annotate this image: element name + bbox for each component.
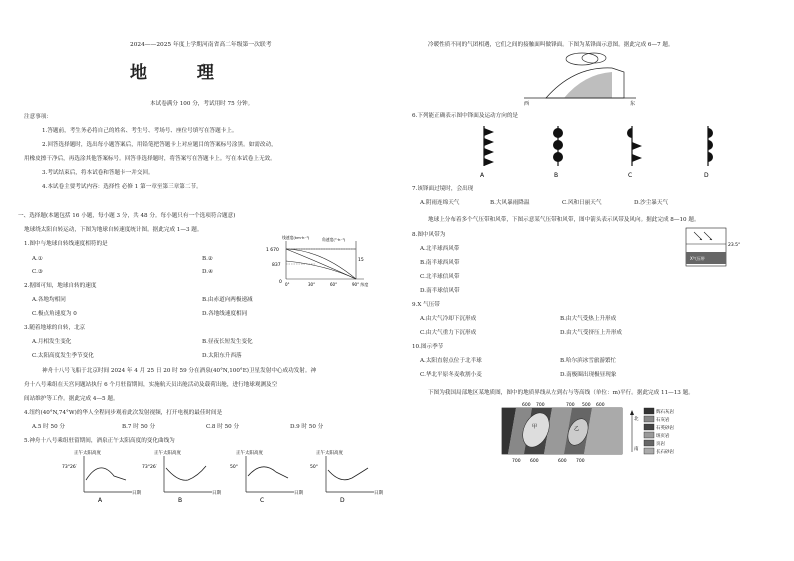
q1-option-a[interactable]: A.① [32, 256, 43, 262]
q4-stem: 4.纽约(40°N,74°W)的华人全程同步观看此次发射视频，打开电视的最佳时间是 [24, 410, 223, 416]
chart-y-low: 0 [279, 280, 282, 285]
q10-option-b[interactable]: B.哈尔滨冰雪旅游繁忙 [560, 358, 617, 364]
q1-option-c[interactable]: C.③ [32, 269, 43, 275]
exam-title: 2024——2025 年度上学期河南省高二年级第一次联考 [130, 42, 272, 48]
left-column [18, 0, 398, 561]
chart-x-tick: 90° 纬度 [352, 282, 369, 287]
q1-option-d[interactable]: D.④ [202, 269, 214, 275]
q8-stem: 8.图中风带为 [412, 232, 446, 238]
geo-bottom-tick: 700 [576, 459, 585, 464]
q8-option-c[interactable]: C.北半球信风带 [420, 274, 460, 280]
rotation-speed-chart [266, 237, 374, 289]
graph-label: B [178, 497, 183, 504]
q7-stem: 7.该锋面过境时，会出现 [412, 186, 474, 192]
graph-ylabel: 正午太阳高度 [316, 451, 343, 456]
q3-option-b[interactable]: B.昼夜长短发生变化 [202, 339, 253, 345]
graph-ylabel: 正午太阳高度 [154, 451, 181, 456]
chart-x-tick: 0° [285, 282, 290, 287]
q5-graph-b[interactable] [142, 450, 222, 504]
q4-option-c[interactable]: C.8 时 50 分 [206, 424, 240, 430]
geo-bottom-tick: 600 [530, 459, 539, 464]
q5-graph-a[interactable] [62, 450, 142, 504]
q6-symbols[interactable] [468, 122, 756, 180]
chart-right-val: 15 [358, 258, 364, 263]
notice-item: 用橡皮擦干净后，再选涂其他答案标号。回答非选择题时，将答案写在答题卡上。写在本试卷上无效。 [24, 156, 276, 162]
q9-option-b[interactable]: B.由大气受热上升形成 [560, 316, 617, 322]
geology-map [496, 400, 722, 466]
q2-option-a[interactable]: A.各地均相同 [32, 297, 66, 303]
compass-north: 北 [634, 417, 639, 422]
q9-option-a[interactable]: A.由大气冷却下沉形成 [420, 316, 477, 322]
geology-legend [644, 408, 674, 455]
chart-left-axis: 线速度(km·h⁻¹) [282, 235, 310, 240]
geo-intro: 下图为我国局部地区某地质图，图中的地质界线从左到右与等高线（单位：m)平行。据此完成 11—13 题。 [428, 390, 694, 396]
q5-stem: 5.神舟十八号乘组驻留期间，酒泉正午太阳高度的变化曲线为 [24, 438, 175, 444]
section-heading: 一、选择题(本题包括 16 小题，每小题 3 分，共 48 分。每小题只有一个选项符合题意) [18, 213, 236, 219]
geo-top-tick: 600 [596, 403, 605, 408]
passage-line: 间站维护等工作。据此完成 4—5 题。 [24, 396, 119, 402]
q9-option-d[interactable]: D.由大气受挤压上升形成 [560, 330, 623, 336]
compass-south: 南 [634, 447, 639, 452]
q8-option-d[interactable]: D.南半球信风带 [420, 288, 460, 294]
front-east: 东 [630, 101, 636, 107]
q2-option-b[interactable]: B.由赤道向两极递减 [202, 297, 253, 303]
front-symbol-a[interactable] [480, 126, 494, 179]
graph-xlabel: 日期 [294, 491, 303, 496]
q3-option-c[interactable]: C.太阳高度发生季节变化 [32, 353, 94, 359]
q1-option-b[interactable]: B.② [202, 256, 213, 262]
symbol-label: D [704, 172, 709, 179]
geo-top-tick: 700 [536, 403, 545, 408]
q2-stem: 2.据图可知，地球自转的速度 [24, 283, 97, 289]
q5-graph-c[interactable] [224, 450, 304, 504]
q9-option-c[interactable]: C.由大气重力下沉形成 [420, 330, 477, 336]
legend-item: 石英砂岩 [656, 426, 674, 431]
symbol-label: C [628, 172, 633, 179]
geo-top-tick: 600 [522, 403, 531, 408]
chart-x-tick: 30° [308, 282, 316, 287]
graph-ytick: 50° [310, 465, 318, 470]
q8-option-b[interactable]: B.南半球西风带 [420, 260, 460, 266]
q3-option-a[interactable]: A.月相发生变化 [32, 339, 72, 345]
legend-item: 石灰岩 [656, 418, 670, 423]
symbol-label: B [554, 172, 559, 179]
geo-bottom-tick: 600 [558, 459, 567, 464]
symbol-label: A [480, 172, 485, 179]
geo-bottom-tick: 700 [512, 459, 521, 464]
score-note: 本试卷满分 100 分，考试用时 75 分钟。 [150, 101, 254, 107]
q10-option-a[interactable]: A.太阳直射点位于北半球 [420, 358, 482, 364]
q10-option-d[interactable]: D.南极圈出现极昼现象 [560, 372, 617, 378]
chart-x-tick: 60° [330, 282, 338, 287]
legend-item: 斑页岩 [656, 434, 670, 439]
chart-right-axis: 角速度(°·h⁻¹) [322, 237, 346, 242]
front-symbol-d[interactable] [704, 126, 713, 179]
right-column [412, 0, 792, 561]
legend-item: 长石砂岩 [656, 450, 674, 455]
graph-xlabel: 日期 [132, 491, 141, 496]
q5-graph-d[interactable] [304, 450, 384, 504]
q3-stem: 3.随着地球的自转，北京 [24, 325, 86, 331]
legend-item: 页岩 [656, 442, 665, 447]
q1-stem: 1.图中与地球自转线速度相符的是 [24, 241, 108, 247]
q10-stem: 10.图示季节 [412, 344, 444, 350]
notice-item: 3.考试结束后，将本试卷和答题卡一并交回。 [42, 170, 154, 176]
q8-option-a[interactable]: A.北半球西风带 [420, 246, 460, 252]
subject-title: 地 理 [130, 63, 236, 83]
chart-y-top: 1 670 [266, 248, 279, 253]
graph-label: D [340, 497, 345, 504]
geo-mark-yi: 乙 [574, 426, 580, 432]
q9-stem: 9.X 气压带 [412, 302, 440, 308]
graph-xlabel: 日期 [374, 491, 383, 496]
q4-option-b[interactable]: B.7 时 50 分 [122, 424, 156, 430]
q2-option-c[interactable]: C.极点角速度为 0 [32, 311, 77, 317]
q7-option-b[interactable]: B.大风暴雨降温 [490, 200, 530, 206]
wind-intro: 地球上分布着多个气压带和风带，下图示意某气压带和风带，图中箭头表示风带及风向。据此完成 8—10 题。 [428, 217, 700, 223]
front-diagram [524, 50, 644, 106]
q7-option-d[interactable]: D.沙尘暴天气 [634, 200, 669, 206]
front-symbol-c[interactable] [627, 126, 642, 179]
graph-label: C [260, 497, 265, 504]
wind-belt-figure [682, 226, 752, 270]
section-intro: 地球绕太阳自转运动，下图为地球自转速度统计图。据此完成 1—3 题。 [24, 227, 203, 233]
q6-stem: 6.下列能正确表示图中锋面及运动方向的是 [412, 113, 519, 119]
q2-option-d[interactable]: D.各地线速度相同 [202, 311, 248, 317]
graph-ylabel: 正午太阳高度 [74, 451, 101, 456]
q10-option-c[interactable]: C.华北平原冬麦收割小麦 [420, 372, 482, 378]
geo-mark-jia: 甲 [532, 424, 538, 430]
q4-option-d[interactable]: D.9 时 50 分 [290, 424, 324, 430]
legend-item: 辉石灰岩 [656, 410, 674, 415]
graph-label: A [98, 497, 103, 504]
graph-ylabel: 正午太阳高度 [236, 451, 263, 456]
notice-item: 1.答题前，考生务必将自己的姓名、考生号、考场号、座位号填写在答题卡上。 [42, 128, 238, 134]
q7-option-a[interactable]: A.阴雨连绵天气 [420, 200, 460, 206]
notice-heading: 注意事项： [24, 114, 52, 120]
geo-top-tick: 700 [566, 403, 575, 408]
q3-option-d[interactable]: D.太阳东升西落 [202, 353, 242, 359]
wind-x-belt: X气压带 [690, 256, 705, 261]
notice-item: 2.回答选择题时，选出每小题答案后，用铅笔把答题卡上对应题目的答案标号涂黑。如需改动， [42, 142, 277, 148]
front-intro: 冷暖性质不同的气团相遇，它们之间的接触面叫做锋面。下图为某锋面示意图。据此完成 6—7 题。 [428, 42, 674, 48]
geo-top-tick: 500 [582, 403, 591, 408]
notice-item: 4.本试卷主要考试内容：选择性 必修 1 第一章至第三章第二节。 [42, 184, 202, 190]
graph-xlabel: 日期 [212, 491, 221, 496]
graph-ytick: 73°26′ [142, 465, 157, 470]
passage-line: 神舟十八号飞船于北京时间 2024 年 4 月 25 日 20 时 59 分在酒泉(40°N,100°E)卫星发射中心成功发射。神 [42, 368, 317, 374]
passage-line: 舟十八号乘组在天宫问题站执行 6 个月驻留期间，实施航天员出舱活动及载荷出舱，进行地球观测及空 [24, 382, 278, 388]
graph-ytick: 73°26′ [62, 465, 77, 470]
q7-option-c[interactable]: C.风和日丽天气 [562, 200, 602, 206]
graph-ytick: 50° [230, 465, 238, 470]
chart-y-mid: 837 [272, 263, 281, 268]
front-west: 西 [524, 101, 530, 107]
front-symbol-b[interactable] [553, 126, 563, 179]
wind-lat: 23.5° [728, 243, 741, 248]
q4-option-a[interactable]: A.5 时 50 分 [32, 424, 66, 430]
